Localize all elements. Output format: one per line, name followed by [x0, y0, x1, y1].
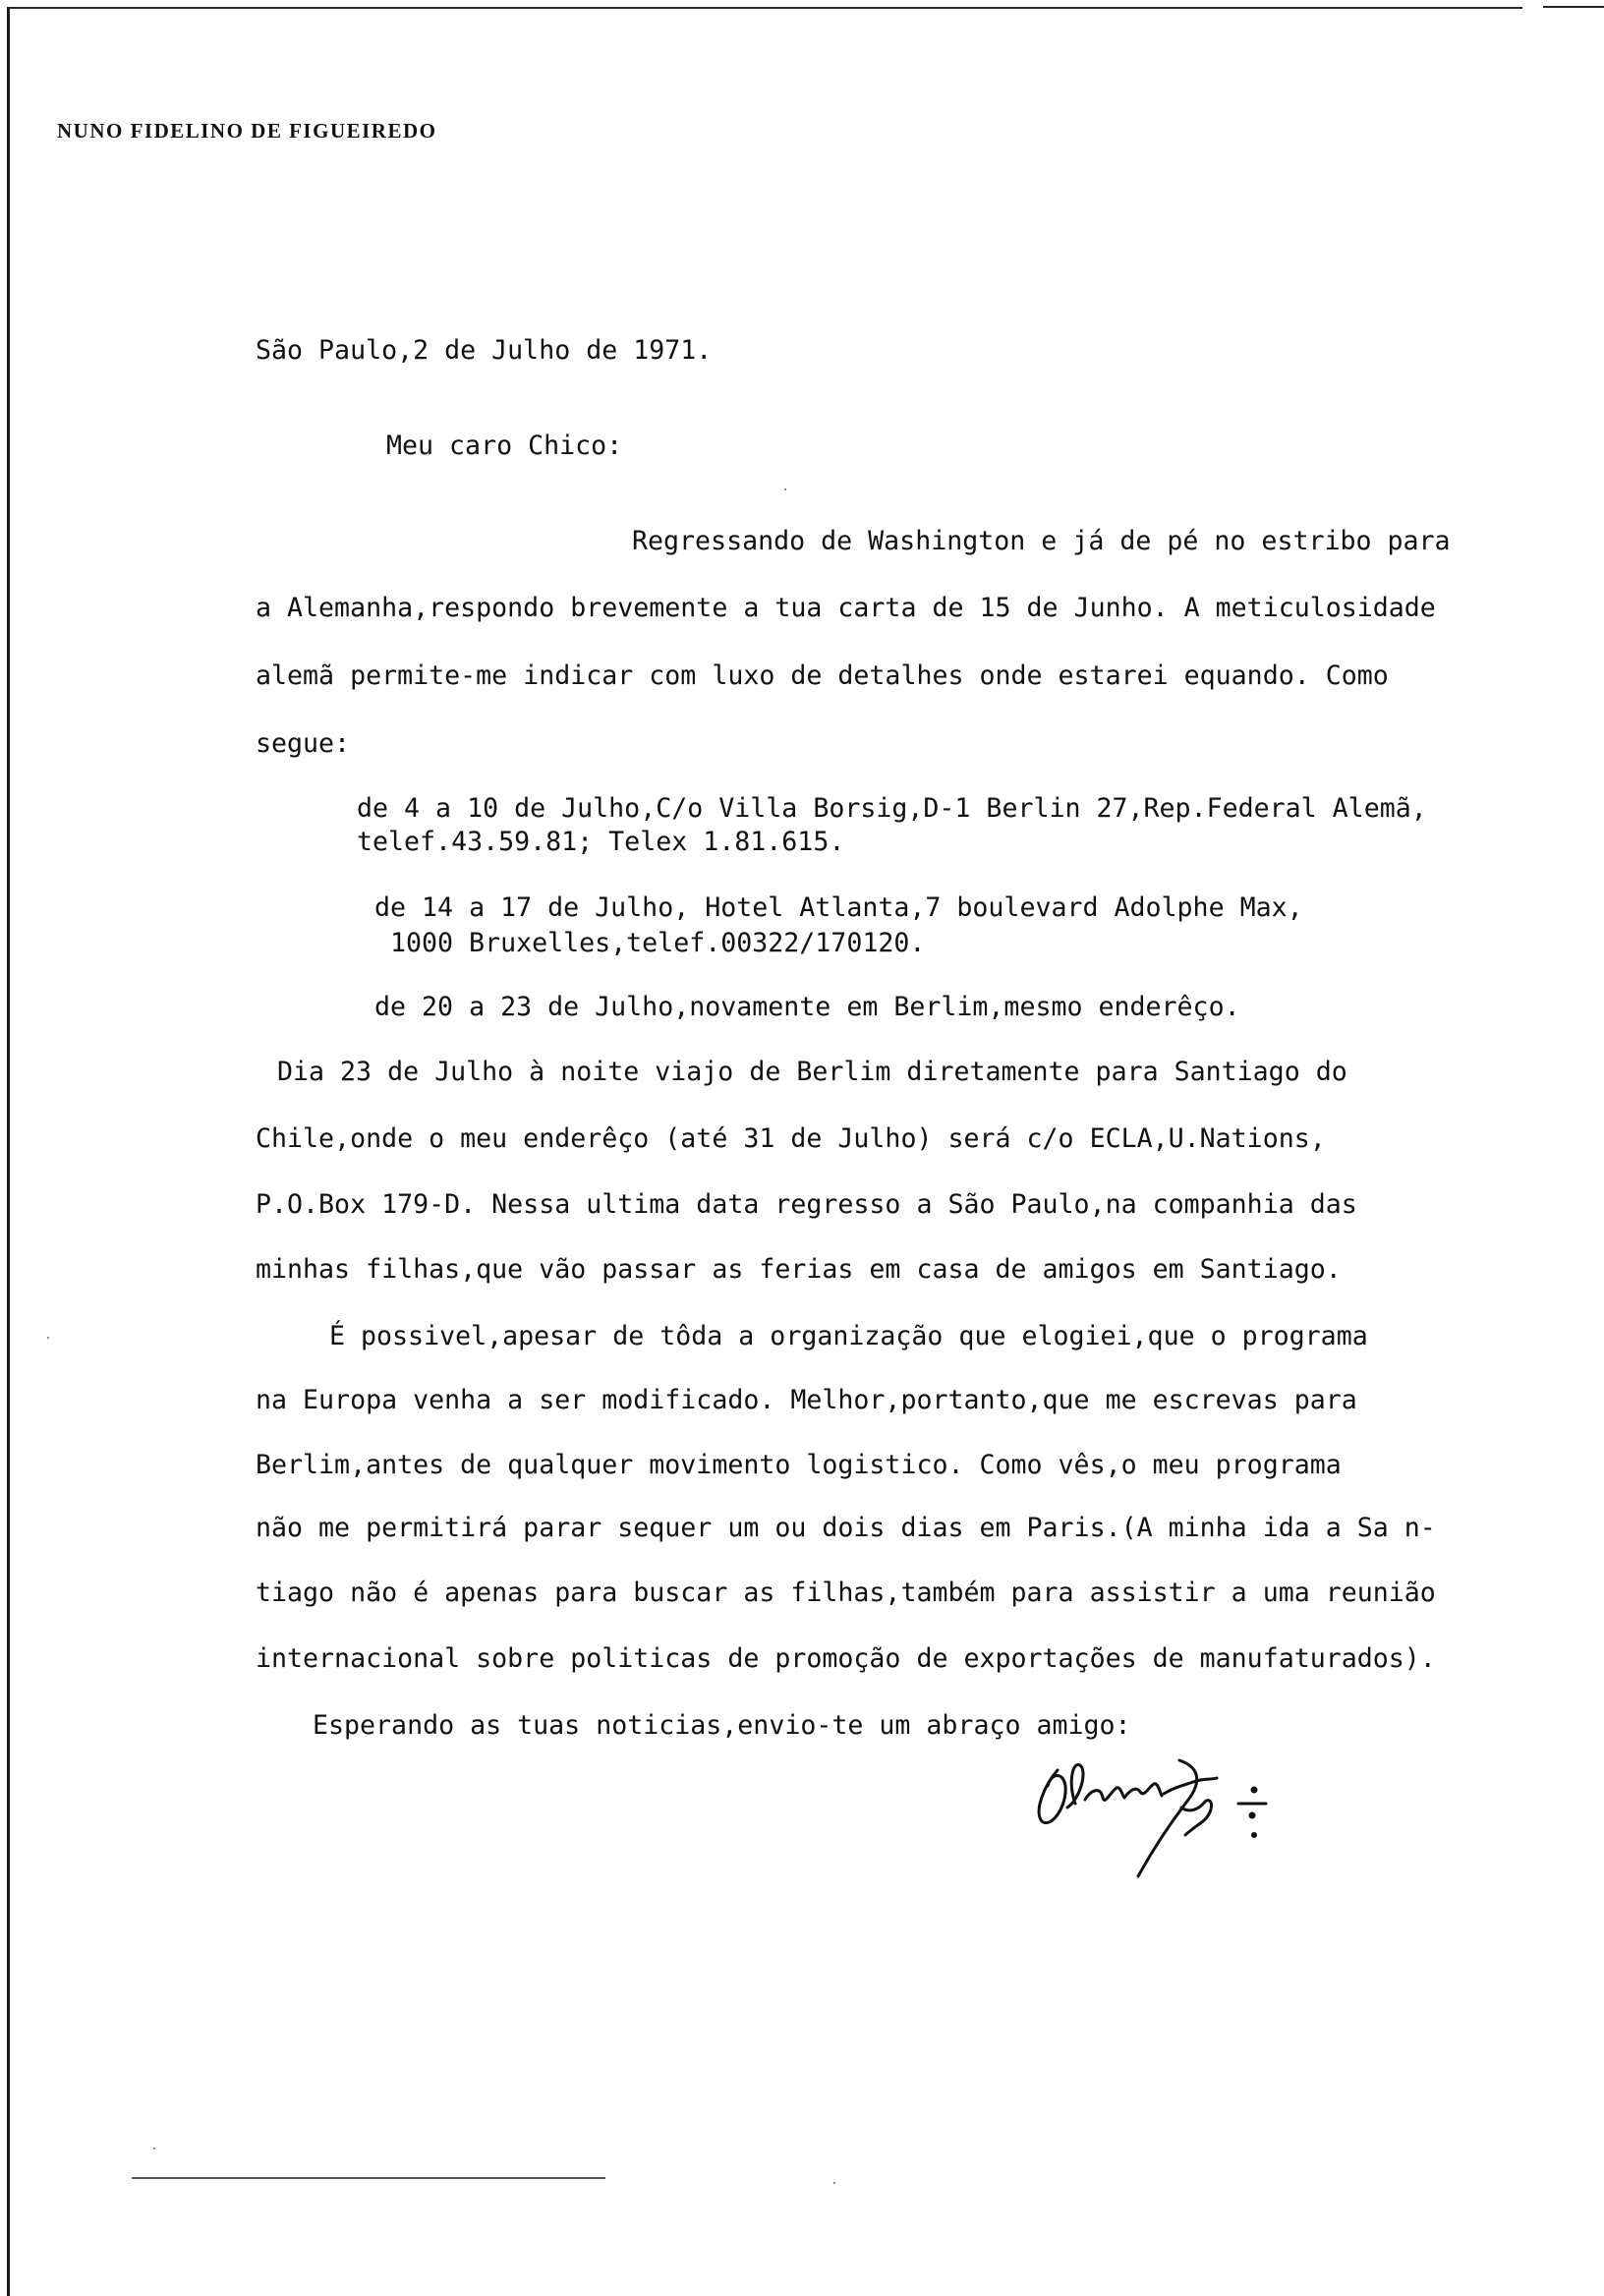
page-edge-top-right: [1543, 6, 1604, 8]
paragraph3-line: não me permitirá parar sequer um ou dois dias em Paris.(A minha ida a Sa n-: [256, 1513, 1436, 1543]
paper-speck: [47, 1337, 49, 1339]
paragraph1-line: alemã permite-me indicar com luxo de detalhes onde estarei equando. Como: [256, 660, 1389, 691]
date-line: São Paulo,2 de Julho de 1971.: [256, 335, 713, 366]
itinerary-line: de 20 a 23 de Julho,novamente em Berlim,mesmo enderêço.: [374, 992, 1240, 1022]
itinerary-line: de 4 a 10 de Julho,C/o Villa Borsig,D-1 Berlin 27,Rep.Federal Alemã,: [357, 793, 1427, 824]
page-edge-top: [9, 7, 1522, 9]
paragraph1-line: a Alemanha,respondo brevemente a tua carta de 15 de Junho. A meticulosidade: [256, 593, 1436, 623]
paper-speck: [153, 2148, 155, 2150]
paragraph2-line: Chile,onde o meu enderêço (até 31 de Julho) será c/o ECLA,U.Nations,: [256, 1123, 1326, 1154]
itinerary-line: 1000 Bruxelles,telef.00322/170120.: [390, 928, 926, 958]
itinerary-line: de 14 a 17 de Julho, Hotel Atlanta,7 boulevard Adolphe Max,: [374, 892, 1303, 923]
paragraph3-line: Berlim,antes de qualquer movimento logistico. Como vês,o meu programa: [256, 1450, 1342, 1480]
itinerary-line: telef.43.59.81; Telex 1.81.615.: [357, 827, 845, 857]
paragraph3-line: na Europa venha a ser modificado. Melhor,portanto,que me escrevas para: [256, 1385, 1357, 1415]
salutation: Meu caro Chico:: [386, 430, 623, 461]
paragraph2-line: Dia 23 de Julho à noite viajo de Berlim diretamente para Santiago do: [277, 1057, 1347, 1087]
paragraph2-line: minhas filhas,que vão passar as ferias em casa de amigos em Santiago.: [256, 1254, 1342, 1285]
paragraph1-line: Regressando de Washington e já de pé no estribo para: [632, 526, 1451, 556]
paragraph3-line: internacional sobre politicas de promoção de exportações de manufaturados).: [256, 1643, 1436, 1674]
paper-speck: [784, 488, 786, 490]
letterhead: NUNO FIDELINO DE FIGUEIREDO: [57, 119, 437, 143]
paragraph3-line: É possivel,apesar de tôda a organização que elogiei,que o programa: [329, 1321, 1368, 1351]
paper-speck: [833, 2182, 835, 2184]
paragraph3-line: tiago não é apenas para buscar as filhas,também para assistir a uma reunião: [256, 1578, 1436, 1608]
paragraph2-line: P.O.Box 179-D. Nessa ultima data regresso a São Paulo,na companhia das: [256, 1189, 1357, 1220]
paragraph1-line: segue:: [256, 728, 351, 759]
page-edge-left: [7, 7, 10, 2296]
bottom-rule: [132, 2177, 605, 2179]
closing-line: Esperando as tuas noticias,envio-te um abraço amigo:: [313, 1710, 1131, 1741]
handwritten-signature: [1022, 1752, 1278, 1954]
